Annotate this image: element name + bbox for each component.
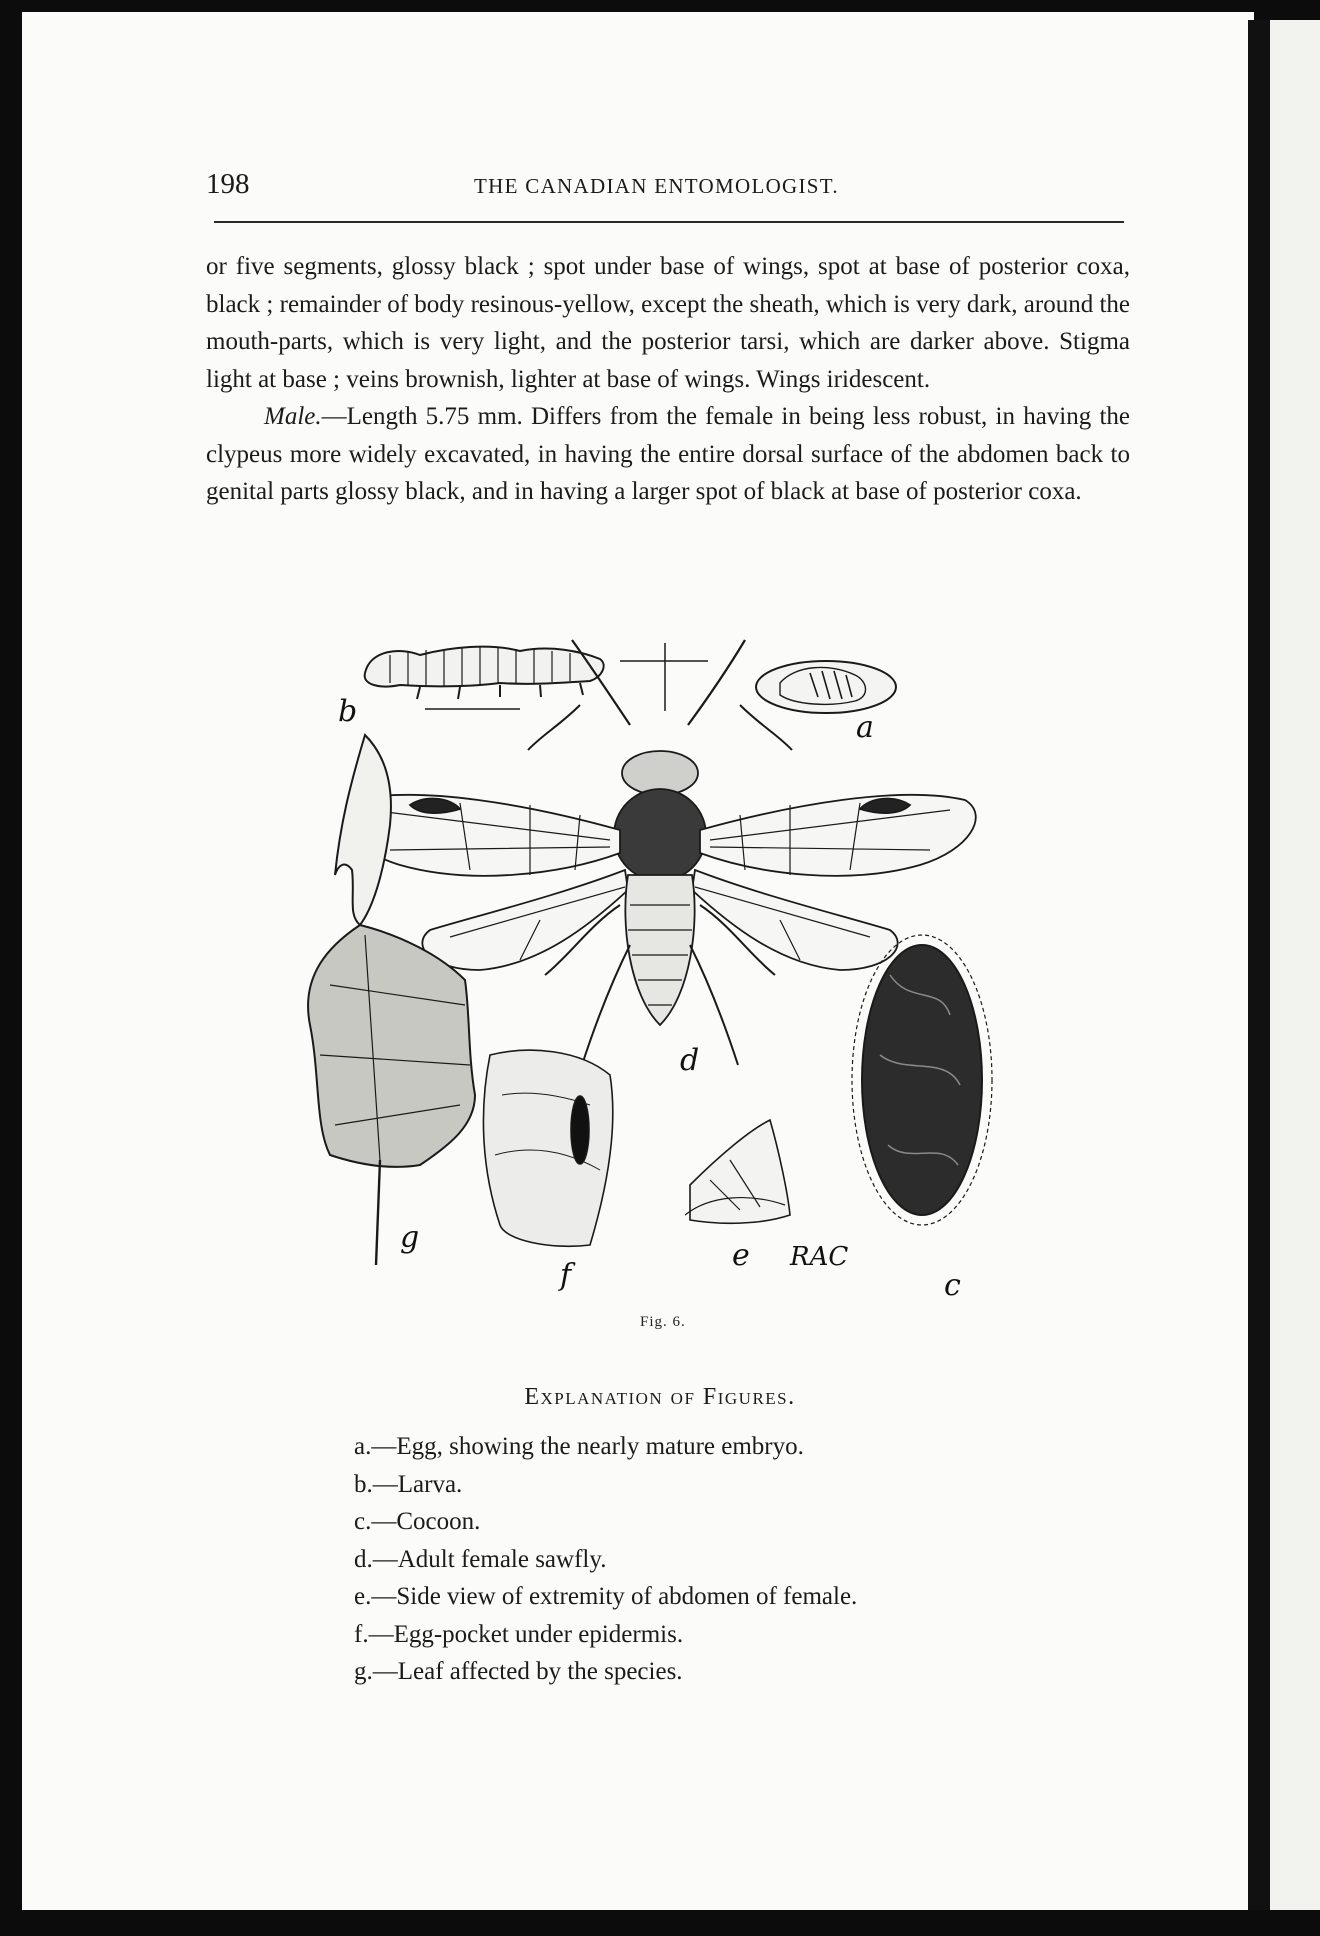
journal-title: THE CANADIAN ENTOMOLOGIST. — [474, 174, 839, 198]
paragraph-female-description: or five segments, glossy black ; spot under base of wings, spot at base of posterior coxa, black ; remainder of body resinous-yellow, except the sheath, which is very dark, around the mouth-parts, which is very light, and the posterior tarsi, which are darker above. Stigma light at base ; veins brownish, lighter at base of wings. Wings iridescent. — [206, 253, 1130, 393]
egg-pocket-drawing — [483, 1050, 612, 1246]
body-text — [206, 248, 1130, 511]
egg-drawing — [756, 661, 896, 713]
legend-item: d.—Adult female sawfly. — [354, 1545, 607, 1573]
legend-item: g.—Leaf affected by the species. — [354, 1658, 683, 1685]
cocoon-drawing — [852, 935, 992, 1225]
figure-letter-e: e — [732, 1238, 750, 1273]
abdomen-extremity-drawing — [685, 1120, 790, 1223]
figure-letter-a: a — [856, 710, 874, 745]
legend-item: b.—Larva. — [354, 1470, 463, 1498]
header-rule — [214, 221, 1124, 223]
next-page-edge — [1270, 20, 1320, 1910]
legend-item: f.—Egg-pocket under epidermis. — [354, 1620, 684, 1648]
paragraph-male-description — [206, 398, 1130, 511]
male-label: Male. — [264, 403, 322, 430]
figure-legend — [354, 1428, 857, 1691]
figure-letter-g: g — [400, 1220, 420, 1255]
legend-item: a.—Egg, showing the nearly mature embryo. — [354, 1433, 804, 1460]
explanation-heading: Explanation of Figures. — [524, 1384, 796, 1410]
male-text: —Length 5.75 mm. Differs from the female in being less robust, in having the clypeus more widely excavated, in having the entire dorsal surface of the abdomen back to genital parts glossy black, and in having a larger spot of black at base of posterior coxa. — [206, 403, 1130, 505]
larva-drawing — [365, 647, 604, 709]
artist-signature: RAC — [790, 1242, 849, 1272]
figure-letter-f: f — [560, 1258, 572, 1293]
figure-sawfly-plate — [290, 625, 1070, 1305]
legend-item: c.—Cocoon. — [354, 1508, 481, 1535]
page-number: 198 — [206, 168, 250, 200]
book-spine — [1248, 20, 1270, 1910]
running-head — [186, 160, 1126, 200]
legend-item: e.—Side view of extremity of abdomen of female. — [354, 1583, 858, 1610]
figure-letter-d: d — [680, 1043, 700, 1078]
figure-letter-c: c — [944, 1268, 961, 1303]
figure-caption: Fig. 6. — [640, 1314, 686, 1330]
figure-letter-b: b — [338, 694, 358, 729]
